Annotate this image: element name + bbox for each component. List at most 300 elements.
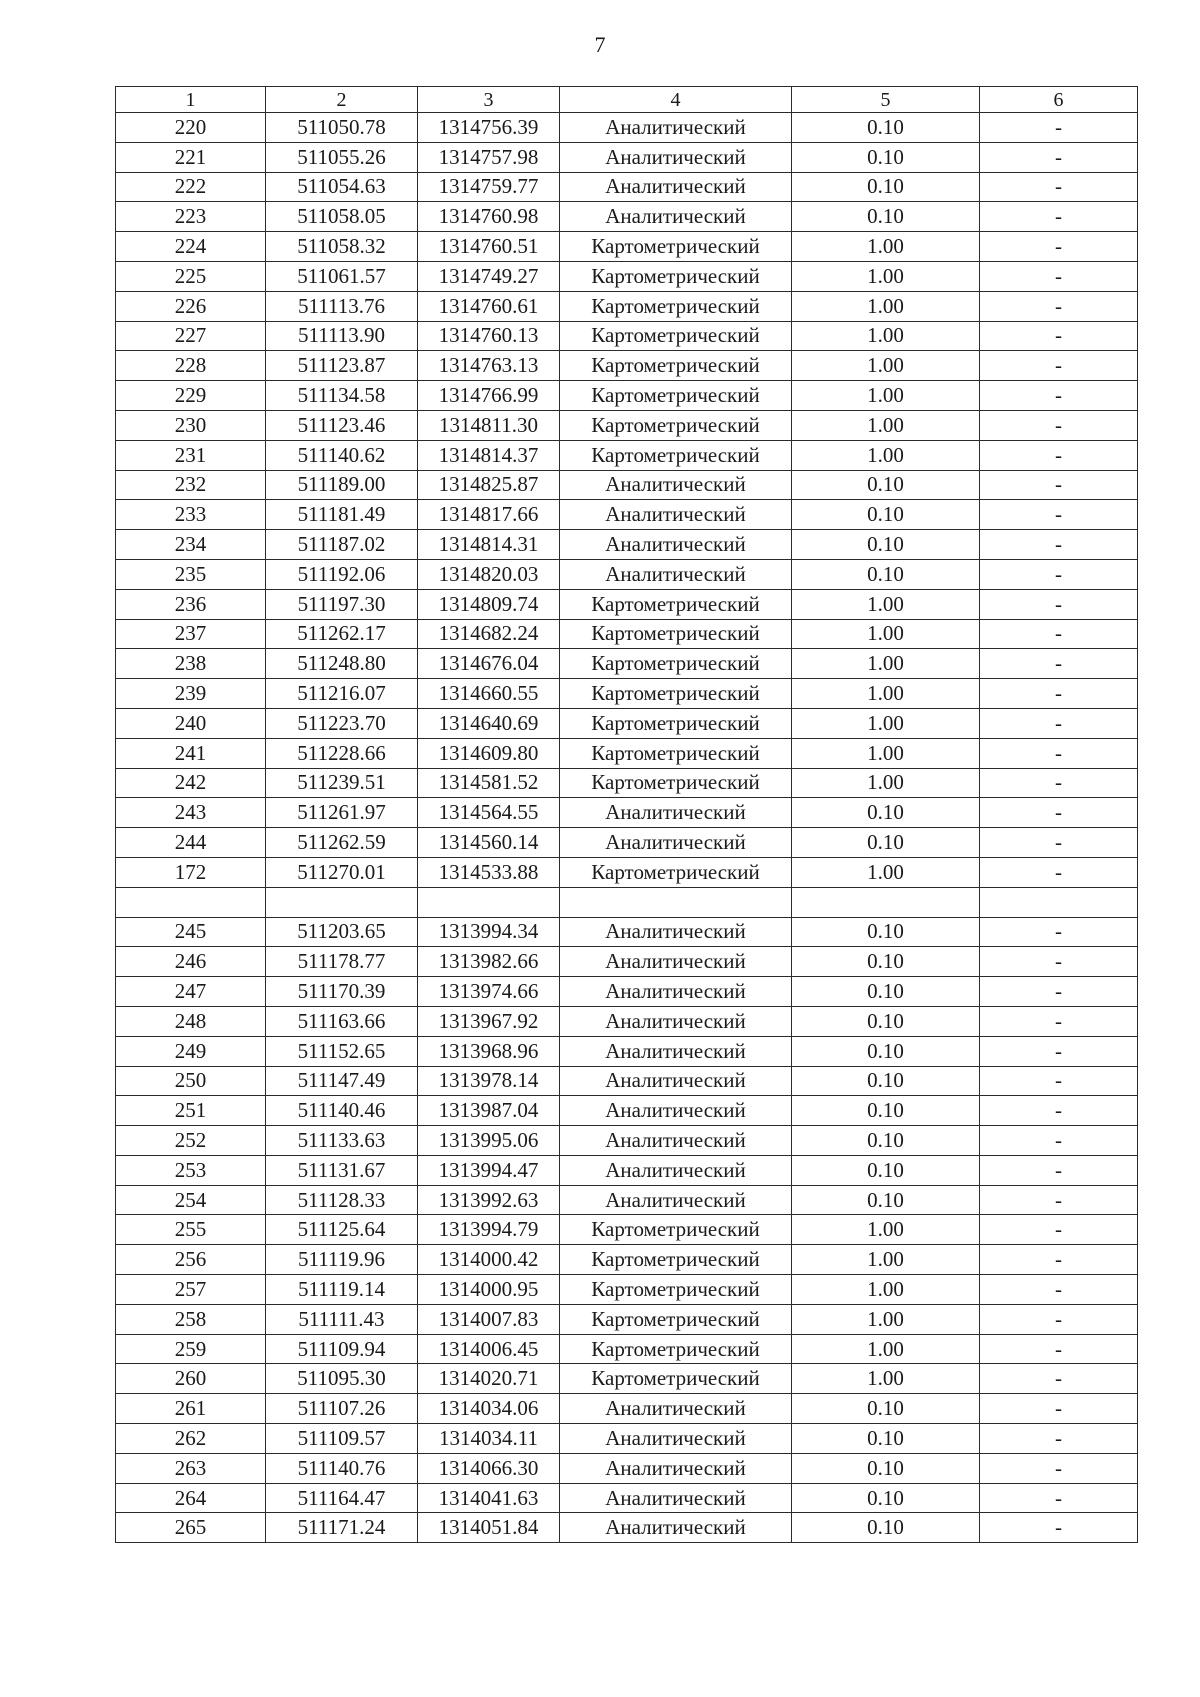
y-coordinate-cell: 1314811.30 xyxy=(418,410,560,440)
table-row xyxy=(116,530,1138,560)
accuracy-cell: 1.00 xyxy=(792,679,980,709)
note-cell: - xyxy=(980,500,1138,530)
accuracy-cell: 1.00 xyxy=(792,351,980,381)
point-number-cell: 261 xyxy=(116,1394,266,1424)
point-number-cell: 226 xyxy=(116,291,266,321)
y-coordinate-cell: 1314581.52 xyxy=(418,768,560,798)
y-coordinate-cell: 1314760.98 xyxy=(418,202,560,232)
x-coordinate-cell: 511119.14 xyxy=(266,1275,418,1305)
method-cell: Аналитический xyxy=(560,1513,792,1543)
note-cell: - xyxy=(980,142,1138,172)
method-cell: Аналитический xyxy=(560,1424,792,1454)
method-cell: Картометрический xyxy=(560,351,792,381)
table-row xyxy=(116,708,1138,738)
point-number-cell xyxy=(116,887,266,917)
table-row xyxy=(116,1513,1138,1543)
note-cell: - xyxy=(980,1304,1138,1334)
y-coordinate-cell: 1314000.42 xyxy=(418,1245,560,1275)
y-coordinate-cell: 1313968.96 xyxy=(418,1036,560,1066)
table-row xyxy=(116,1394,1138,1424)
y-coordinate-cell: 1313987.04 xyxy=(418,1096,560,1126)
x-coordinate-cell: 511171.24 xyxy=(266,1513,418,1543)
x-coordinate-cell: 511270.01 xyxy=(266,857,418,887)
point-number-cell: 259 xyxy=(116,1334,266,1364)
x-coordinate-cell: 511055.26 xyxy=(266,142,418,172)
x-coordinate-cell: 511113.90 xyxy=(266,321,418,351)
point-number-cell: 233 xyxy=(116,500,266,530)
point-number-cell: 240 xyxy=(116,708,266,738)
point-number-cell: 246 xyxy=(116,947,266,977)
note-cell: - xyxy=(980,1513,1138,1543)
point-number-cell: 256 xyxy=(116,1245,266,1275)
note-cell: - xyxy=(980,1006,1138,1036)
accuracy-cell: 1.00 xyxy=(792,1215,980,1245)
note-cell: - xyxy=(980,917,1138,947)
accuracy-cell: 0.10 xyxy=(792,798,980,828)
method-cell: Картометрический xyxy=(560,261,792,291)
note-cell: - xyxy=(980,1155,1138,1185)
x-coordinate-cell: 511262.17 xyxy=(266,619,418,649)
note-cell: - xyxy=(980,738,1138,768)
accuracy-cell: 0.10 xyxy=(792,172,980,202)
table-row xyxy=(116,1126,1138,1156)
table-row xyxy=(116,1334,1138,1364)
table-row xyxy=(116,202,1138,232)
x-coordinate-cell: 511197.30 xyxy=(266,589,418,619)
method-cell: Картометрический xyxy=(560,738,792,768)
point-number-cell: 253 xyxy=(116,1155,266,1185)
method-cell: Картометрический xyxy=(560,291,792,321)
point-number-cell: 254 xyxy=(116,1185,266,1215)
accuracy-cell: 1.00 xyxy=(792,708,980,738)
method-cell: Картометрический xyxy=(560,1245,792,1275)
y-coordinate-cell: 1314560.14 xyxy=(418,828,560,858)
y-coordinate-cell: 1314533.88 xyxy=(418,857,560,887)
method-cell: Аналитический xyxy=(560,828,792,858)
method-cell: Картометрический xyxy=(560,708,792,738)
accuracy-cell: 0.10 xyxy=(792,1036,980,1066)
point-number-cell: 247 xyxy=(116,977,266,1007)
note-cell: - xyxy=(980,649,1138,679)
table-row xyxy=(116,768,1138,798)
accuracy-cell: 0.10 xyxy=(792,1155,980,1185)
accuracy-cell xyxy=(792,887,980,917)
x-coordinate-cell: 511262.59 xyxy=(266,828,418,858)
point-number-cell: 235 xyxy=(116,559,266,589)
table-row xyxy=(116,1155,1138,1185)
table-row xyxy=(116,1424,1138,1454)
point-number-cell: 229 xyxy=(116,381,266,411)
y-coordinate-cell: 1314763.13 xyxy=(418,351,560,381)
point-number-cell: 224 xyxy=(116,232,266,262)
method-cell: Картометрический xyxy=(560,619,792,649)
table-row xyxy=(116,440,1138,470)
y-coordinate-cell: 1313994.47 xyxy=(418,1155,560,1185)
table-row xyxy=(116,1304,1138,1334)
note-cell: - xyxy=(980,410,1138,440)
x-coordinate-cell: 511054.63 xyxy=(266,172,418,202)
point-number-cell: 234 xyxy=(116,530,266,560)
point-number-cell: 230 xyxy=(116,410,266,440)
note-cell: - xyxy=(980,351,1138,381)
x-coordinate-cell: 511192.06 xyxy=(266,559,418,589)
accuracy-cell: 0.10 xyxy=(792,500,980,530)
y-coordinate-cell: 1314609.80 xyxy=(418,738,560,768)
point-number-cell: 231 xyxy=(116,440,266,470)
y-coordinate-cell: 1314034.06 xyxy=(418,1394,560,1424)
table-header-row xyxy=(116,87,1138,113)
x-coordinate-cell: 511181.49 xyxy=(266,500,418,530)
point-number-cell: 264 xyxy=(116,1483,266,1513)
method-cell: Аналитический xyxy=(560,1394,792,1424)
table-row xyxy=(116,351,1138,381)
x-coordinate-cell: 511261.97 xyxy=(266,798,418,828)
note-cell: - xyxy=(980,798,1138,828)
x-coordinate-cell: 511107.26 xyxy=(266,1394,418,1424)
note-cell: - xyxy=(980,1483,1138,1513)
x-coordinate-cell: 511113.76 xyxy=(266,291,418,321)
note-cell: - xyxy=(980,530,1138,560)
accuracy-cell: 0.10 xyxy=(792,1006,980,1036)
note-cell: - xyxy=(980,708,1138,738)
note-cell: - xyxy=(980,1394,1138,1424)
point-number-cell: 250 xyxy=(116,1066,266,1096)
table-body xyxy=(116,87,1138,1543)
x-coordinate-cell: 511095.30 xyxy=(266,1364,418,1394)
page-number: 7 xyxy=(594,32,606,57)
y-coordinate-cell: 1314756.39 xyxy=(418,113,560,143)
note-cell: - xyxy=(980,559,1138,589)
y-coordinate-cell: 1314051.84 xyxy=(418,1513,560,1543)
point-number-cell: 260 xyxy=(116,1364,266,1394)
method-cell: Картометрический xyxy=(560,440,792,470)
y-coordinate-cell: 1314020.71 xyxy=(418,1364,560,1394)
table-row xyxy=(116,738,1138,768)
method-cell: Аналитический xyxy=(560,530,792,560)
accuracy-cell: 0.10 xyxy=(792,1424,980,1454)
note-cell: - xyxy=(980,828,1138,858)
accuracy-cell: 0.10 xyxy=(792,977,980,1007)
x-coordinate-cell: 511228.66 xyxy=(266,738,418,768)
method-cell: Аналитический xyxy=(560,470,792,500)
note-cell: - xyxy=(980,1066,1138,1096)
note-cell: - xyxy=(980,172,1138,202)
table-row xyxy=(116,828,1138,858)
table-row xyxy=(116,410,1138,440)
point-number-cell: 232 xyxy=(116,470,266,500)
note-cell: - xyxy=(980,857,1138,887)
table-row xyxy=(116,887,1138,917)
x-coordinate-cell: 511140.76 xyxy=(266,1453,418,1483)
point-number-cell: 172 xyxy=(116,857,266,887)
note-cell: - xyxy=(980,440,1138,470)
table-row xyxy=(116,977,1138,1007)
point-number-cell: 238 xyxy=(116,649,266,679)
method-cell: Картометрический xyxy=(560,857,792,887)
y-coordinate-cell: 1314640.69 xyxy=(418,708,560,738)
note-cell: - xyxy=(980,977,1138,1007)
accuracy-cell: 1.00 xyxy=(792,857,980,887)
accuracy-cell: 1.00 xyxy=(792,232,980,262)
accuracy-cell: 1.00 xyxy=(792,738,980,768)
note-cell: - xyxy=(980,589,1138,619)
accuracy-cell: 0.10 xyxy=(792,559,980,589)
accuracy-cell: 0.10 xyxy=(792,1513,980,1543)
method-cell: Картометрический xyxy=(560,679,792,709)
table-row xyxy=(116,857,1138,887)
x-coordinate-cell: 511131.67 xyxy=(266,1155,418,1185)
point-number-cell: 252 xyxy=(116,1126,266,1156)
point-number-cell: 255 xyxy=(116,1215,266,1245)
y-coordinate-cell: 1314757.98 xyxy=(418,142,560,172)
x-coordinate-cell: 511239.51 xyxy=(266,768,418,798)
x-coordinate-cell: 511050.78 xyxy=(266,113,418,143)
note-cell: - xyxy=(980,261,1138,291)
point-number-cell: 258 xyxy=(116,1304,266,1334)
table-row xyxy=(116,172,1138,202)
accuracy-cell: 1.00 xyxy=(792,768,980,798)
x-coordinate-cell: 511123.46 xyxy=(266,410,418,440)
table-row xyxy=(116,232,1138,262)
method-cell: Аналитический xyxy=(560,1453,792,1483)
method-cell: Картометрический xyxy=(560,1215,792,1245)
y-coordinate-cell: 1313992.63 xyxy=(418,1185,560,1215)
table-row xyxy=(116,381,1138,411)
point-number-cell: 248 xyxy=(116,1006,266,1036)
x-coordinate-cell: 511058.32 xyxy=(266,232,418,262)
x-coordinate-cell: 511147.49 xyxy=(266,1066,418,1096)
y-coordinate-cell: 1314760.51 xyxy=(418,232,560,262)
x-coordinate-cell: 511216.07 xyxy=(266,679,418,709)
accuracy-cell: 0.10 xyxy=(792,947,980,977)
method-cell: Аналитический xyxy=(560,1096,792,1126)
accuracy-cell: 1.00 xyxy=(792,1275,980,1305)
accuracy-cell: 1.00 xyxy=(792,410,980,440)
x-coordinate-cell: 511119.96 xyxy=(266,1245,418,1275)
y-coordinate-cell: 1314817.66 xyxy=(418,500,560,530)
accuracy-cell: 1.00 xyxy=(792,1304,980,1334)
x-coordinate-cell: 511223.70 xyxy=(266,708,418,738)
accuracy-cell: 1.00 xyxy=(792,1334,980,1364)
point-number-cell: 228 xyxy=(116,351,266,381)
table-row xyxy=(116,679,1138,709)
method-cell: Аналитический xyxy=(560,1185,792,1215)
y-coordinate-cell: 1314564.55 xyxy=(418,798,560,828)
table-row xyxy=(116,261,1138,291)
accuracy-cell: 1.00 xyxy=(792,381,980,411)
method-cell: Картометрический xyxy=(560,649,792,679)
x-coordinate-cell: 511125.64 xyxy=(266,1215,418,1245)
x-coordinate-cell: 511178.77 xyxy=(266,947,418,977)
method-cell: Аналитический xyxy=(560,142,792,172)
accuracy-cell: 0.10 xyxy=(792,1126,980,1156)
method-cell: Аналитический xyxy=(560,202,792,232)
method-cell: Аналитический xyxy=(560,798,792,828)
y-coordinate-cell: 1314034.11 xyxy=(418,1424,560,1454)
method-cell: Аналитический xyxy=(560,559,792,589)
table-row xyxy=(116,1185,1138,1215)
y-coordinate-cell: 1314766.99 xyxy=(418,381,560,411)
note-cell: - xyxy=(980,1364,1138,1394)
y-coordinate-cell: 1314006.45 xyxy=(418,1334,560,1364)
method-cell: Картометрический xyxy=(560,768,792,798)
note-cell: - xyxy=(980,1245,1138,1275)
accuracy-cell: 0.10 xyxy=(792,1453,980,1483)
table-row xyxy=(116,1006,1138,1036)
accuracy-cell: 0.10 xyxy=(792,530,980,560)
method-cell: Картометрический xyxy=(560,410,792,440)
point-number-cell: 257 xyxy=(116,1275,266,1305)
method-cell: Картометрический xyxy=(560,1275,792,1305)
accuracy-cell: 0.10 xyxy=(792,142,980,172)
x-coordinate-cell: 511123.87 xyxy=(266,351,418,381)
y-coordinate-cell: 1314682.24 xyxy=(418,619,560,649)
table-row xyxy=(116,1364,1138,1394)
note-cell: - xyxy=(980,1036,1138,1066)
point-number-cell: 221 xyxy=(116,142,266,172)
method-cell: Картометрический xyxy=(560,232,792,262)
accuracy-cell: 1.00 xyxy=(792,649,980,679)
coordinates-table xyxy=(115,86,1138,1543)
point-number-cell: 245 xyxy=(116,917,266,947)
x-coordinate-cell: 511189.00 xyxy=(266,470,418,500)
accuracy-cell: 1.00 xyxy=(792,440,980,470)
x-coordinate-cell: 511140.46 xyxy=(266,1096,418,1126)
column-header: 1 xyxy=(116,87,266,113)
method-cell: Картометрический xyxy=(560,1334,792,1364)
table-row xyxy=(116,1096,1138,1126)
point-number-cell: 222 xyxy=(116,172,266,202)
y-coordinate-cell: 1314066.30 xyxy=(418,1453,560,1483)
note-cell: - xyxy=(980,291,1138,321)
table-row xyxy=(116,500,1138,530)
accuracy-cell: 0.10 xyxy=(792,1185,980,1215)
point-number-cell: 263 xyxy=(116,1453,266,1483)
accuracy-cell: 0.10 xyxy=(792,202,980,232)
note-cell: - xyxy=(980,1453,1138,1483)
method-cell: Аналитический xyxy=(560,1066,792,1096)
x-coordinate-cell: 511109.57 xyxy=(266,1424,418,1454)
y-coordinate-cell: 1314760.61 xyxy=(418,291,560,321)
method-cell: Аналитический xyxy=(560,1155,792,1185)
note-cell: - xyxy=(980,202,1138,232)
point-number-cell: 241 xyxy=(116,738,266,768)
column-header: 2 xyxy=(266,87,418,113)
table-row xyxy=(116,1245,1138,1275)
table-row xyxy=(116,291,1138,321)
accuracy-cell: 1.00 xyxy=(792,619,980,649)
accuracy-cell: 1.00 xyxy=(792,1245,980,1275)
y-coordinate-cell: 1314676.04 xyxy=(418,649,560,679)
point-number-cell: 237 xyxy=(116,619,266,649)
note-cell: - xyxy=(980,619,1138,649)
y-coordinate-cell: 1314007.83 xyxy=(418,1304,560,1334)
y-coordinate-cell: 1314660.55 xyxy=(418,679,560,709)
table-row xyxy=(116,649,1138,679)
y-coordinate-cell: 1314000.95 xyxy=(418,1275,560,1305)
note-cell: - xyxy=(980,1334,1138,1364)
accuracy-cell: 0.10 xyxy=(792,1096,980,1126)
x-coordinate-cell: 511170.39 xyxy=(266,977,418,1007)
point-number-cell: 242 xyxy=(116,768,266,798)
method-cell: Аналитический xyxy=(560,1006,792,1036)
table-row xyxy=(116,1483,1138,1513)
point-number-cell: 225 xyxy=(116,261,266,291)
x-coordinate-cell: 511134.58 xyxy=(266,381,418,411)
method-cell: Картометрический xyxy=(560,1364,792,1394)
accuracy-cell: 1.00 xyxy=(792,589,980,619)
accuracy-cell: 0.10 xyxy=(792,113,980,143)
x-coordinate-cell: 511058.05 xyxy=(266,202,418,232)
table-row xyxy=(116,559,1138,589)
accuracy-cell: 1.00 xyxy=(792,321,980,351)
y-coordinate-cell: 1313978.14 xyxy=(418,1066,560,1096)
x-coordinate-cell xyxy=(266,887,418,917)
x-coordinate-cell: 511187.02 xyxy=(266,530,418,560)
x-coordinate-cell: 511152.65 xyxy=(266,1036,418,1066)
note-cell: - xyxy=(980,1096,1138,1126)
method-cell: Аналитический xyxy=(560,500,792,530)
method-cell: Аналитический xyxy=(560,1483,792,1513)
y-coordinate-cell: 1314820.03 xyxy=(418,559,560,589)
method-cell: Аналитический xyxy=(560,977,792,1007)
table-row xyxy=(116,619,1138,649)
method-cell: Аналитический xyxy=(560,1036,792,1066)
accuracy-cell: 0.10 xyxy=(792,1394,980,1424)
column-header: 4 xyxy=(560,87,792,113)
table-row xyxy=(116,1215,1138,1245)
accuracy-cell: 0.10 xyxy=(792,1483,980,1513)
note-cell: - xyxy=(980,1275,1138,1305)
accuracy-cell: 1.00 xyxy=(792,261,980,291)
x-coordinate-cell: 511164.47 xyxy=(266,1483,418,1513)
method-cell: Аналитический xyxy=(560,947,792,977)
y-coordinate-cell: 1314825.87 xyxy=(418,470,560,500)
table-row xyxy=(116,1453,1138,1483)
note-cell: - xyxy=(980,381,1138,411)
point-number-cell: 236 xyxy=(116,589,266,619)
note-cell: - xyxy=(980,1424,1138,1454)
y-coordinate-cell: 1313995.06 xyxy=(418,1126,560,1156)
y-coordinate-cell: 1313974.66 xyxy=(418,977,560,1007)
note-cell: - xyxy=(980,1126,1138,1156)
y-coordinate-cell xyxy=(418,887,560,917)
x-coordinate-cell: 511061.57 xyxy=(266,261,418,291)
point-number-cell: 220 xyxy=(116,113,266,143)
note-cell: - xyxy=(980,470,1138,500)
table-row xyxy=(116,1036,1138,1066)
table-row xyxy=(116,589,1138,619)
table-row xyxy=(116,947,1138,977)
point-number-cell: 223 xyxy=(116,202,266,232)
y-coordinate-cell: 1314814.31 xyxy=(418,530,560,560)
method-cell: Аналитический xyxy=(560,113,792,143)
y-coordinate-cell: 1314814.37 xyxy=(418,440,560,470)
y-coordinate-cell: 1314749.27 xyxy=(418,261,560,291)
accuracy-cell: 0.10 xyxy=(792,470,980,500)
note-cell: - xyxy=(980,321,1138,351)
y-coordinate-cell: 1313994.79 xyxy=(418,1215,560,1245)
note-cell: - xyxy=(980,232,1138,262)
table-row xyxy=(116,917,1138,947)
x-coordinate-cell: 511140.62 xyxy=(266,440,418,470)
y-coordinate-cell: 1314809.74 xyxy=(418,589,560,619)
table-row xyxy=(116,798,1138,828)
table-row xyxy=(116,470,1138,500)
point-number-cell: 243 xyxy=(116,798,266,828)
accuracy-cell: 0.10 xyxy=(792,917,980,947)
note-cell xyxy=(980,887,1138,917)
